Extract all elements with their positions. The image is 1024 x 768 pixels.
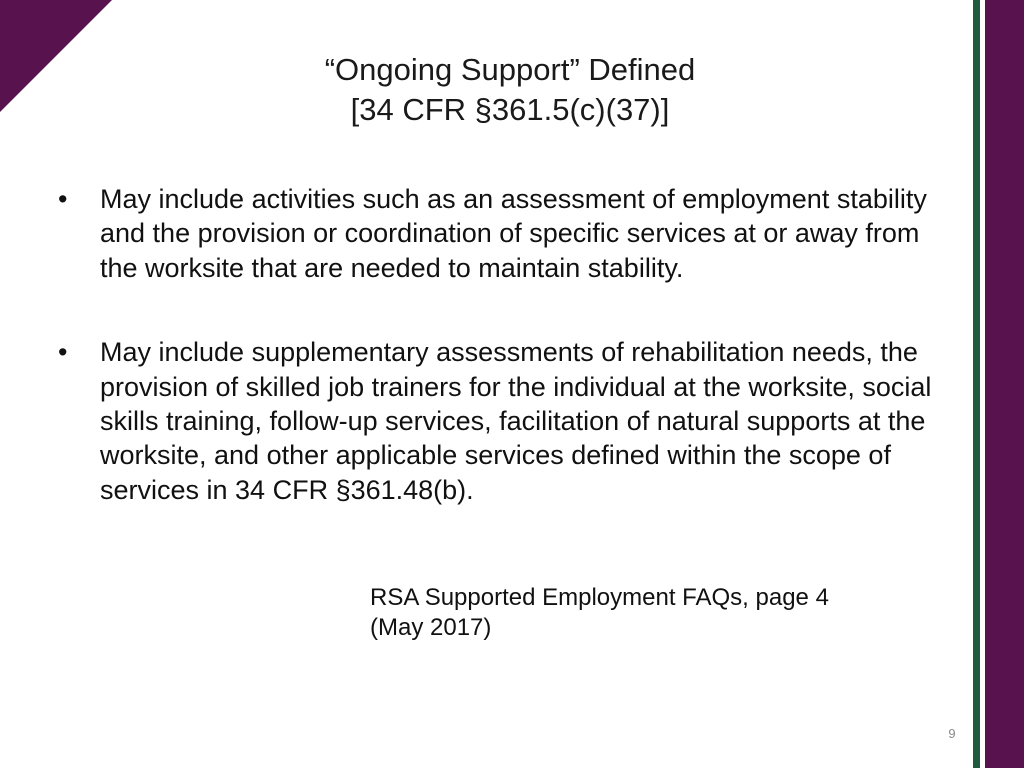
bullet-item-activities bbox=[58, 182, 963, 285]
bullet-list bbox=[58, 182, 963, 507]
bullet-text: May include activities such as an assessment of employment stability and the provision or coordination of specific services at or away from the worksite that are needed to maintain stability. bbox=[100, 184, 927, 283]
bullet-text: May include supplementary assessments of rehabilitation needs, the provision of skilled job trainers for the individual at the worksite, social skills training, follow-up services, facilitation of natural supports at the worksite, and other applicable services defined within the scope of services in 34 CFR §361.48(b). bbox=[100, 337, 932, 505]
citation-line-1: RSA Supported Employment FAQs, page 4 bbox=[370, 584, 829, 611]
citation-line-2: (May 2017) bbox=[370, 614, 492, 641]
right-decorative-band bbox=[968, 0, 1024, 768]
page-number: 9 bbox=[948, 726, 956, 741]
title-line-1: “Ongoing Support” Defined bbox=[324, 52, 696, 87]
green-stripe bbox=[973, 0, 980, 768]
bullet-item-supplementary bbox=[58, 335, 963, 507]
source-citation bbox=[370, 583, 930, 643]
bullet-dot: • bbox=[58, 337, 68, 368]
slide-title bbox=[90, 50, 930, 130]
bullet-dot: • bbox=[58, 184, 68, 214]
purple-band bbox=[985, 0, 1024, 768]
title-line-2: [34 CFR §361.5(c)(37)] bbox=[350, 92, 670, 127]
